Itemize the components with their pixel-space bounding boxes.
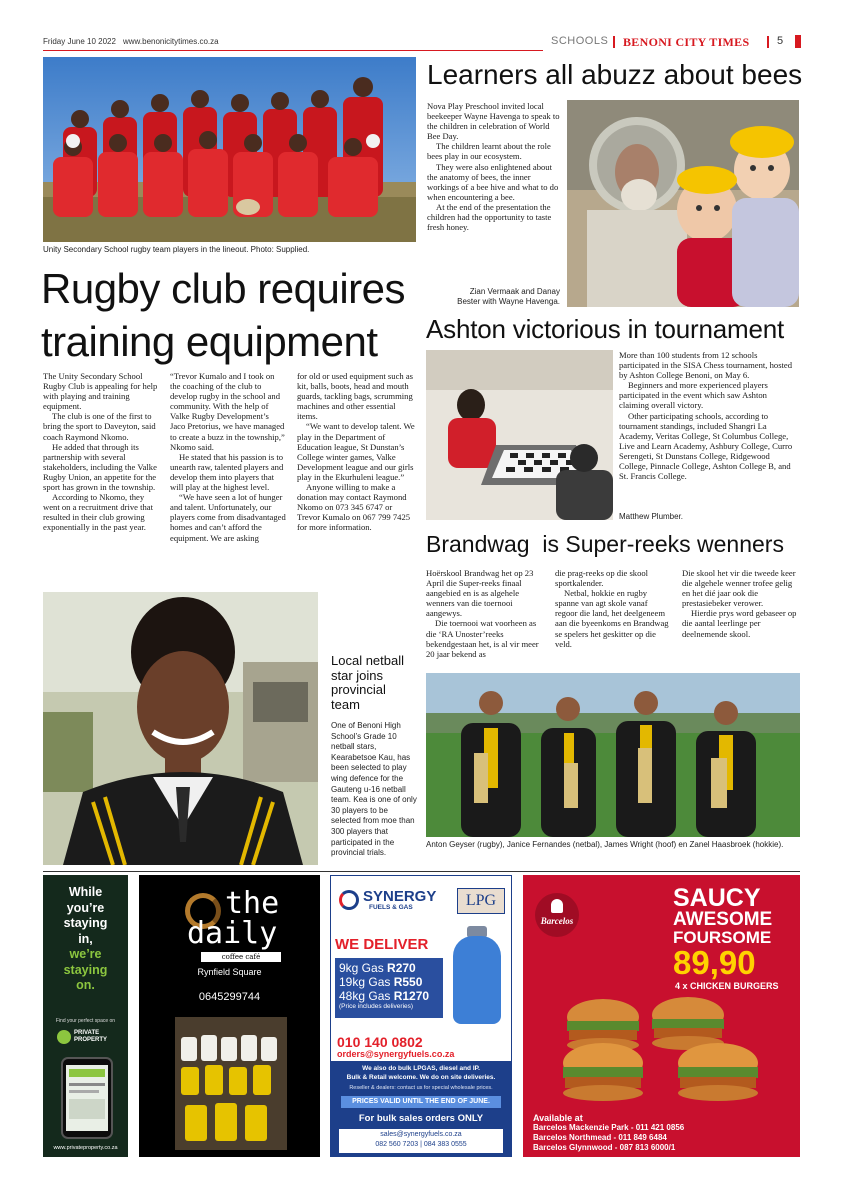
barcelos-logo [535,893,579,937]
paragraph: More than 100 students from 12 schools participated in the SISA Chess tournament, hosted by Ashton College Benoni, on May 6. [619,350,793,381]
page-header [43,35,803,51]
synergy-swoosh-icon [339,890,359,910]
bulk-line: We also do bulk LPGAS, diesel and IP. [362,1065,480,1072]
pp-brand-line: PROPERTY [74,1037,108,1043]
synergy-logo [339,886,459,916]
burgers-image [523,995,800,1105]
barcelos-price: 89,90 [673,944,756,981]
pp-logo-icon [57,1030,71,1044]
paragraph: According to Nkomo, they went on a recruitment drive that resulted in their club growing exponentially in the past year. [43,492,154,533]
sales-email[interactable]: sales@synergyfuels.co.za [380,1131,462,1138]
brandwag-photo-caption: Anton Geyser (rugby), Janice Fernandes (netbal), James Wright (hoof) en Zanel Haasbroek (hokkie). [426,840,784,849]
section-label: SCHOOLS [551,35,609,47]
page-number: 5 [777,35,784,47]
ad-slogan-line: in, [78,931,93,946]
barcelos-ad[interactable] [523,875,800,1157]
private-property-logo [57,1028,115,1046]
rugby-headline-line-1: Rugby club requires [41,265,406,312]
paragraph: “Trevor Kumalo and I took on the coaching of the club to develop rugby in the school and community. With the help of Valke Rugby Development’s Jaco Pretorius, we have managed to create a buzz in the township,” Nkomo said. [170,371,285,452]
store-line: Barcelos Mackenzie Park - 011 421 0856 [533,1123,685,1132]
netball-article: One of Benoni High School’s Grade 10 netball stars, Kearabetsoe Kau, has been selected to play wing defence for the Gauteng u-16 netball team. Kea is one of only 30 players to be selected from moe than 300 players that participated in the provincial trials. [331,721,417,858]
gas-size: 48kg Gas [339,989,391,1003]
coffee-cups-photo [175,1017,287,1150]
caption-line: Bester with Wayne Havenga. [457,297,560,306]
gas-price: R550 [393,975,423,989]
ad-slogan-line: staying [63,962,108,977]
paragraph: Hoërskool Brandwag het op 23 April die Super-reeks finaal aangebied en is as algehele wenners van die toernooi aangewys. [426,568,534,619]
netball-headline: Local netball star joins provincial team [331,653,404,712]
paragraph: The club is one of the first to bring the sport to Daveyton, said coach Raymond Nkomo. [43,411,156,442]
gas-price: R270 [387,961,416,975]
price-row [339,989,439,1003]
paragraph: Beginners and more experienced players participated in the event which saw Ashton claiming overall victory. [619,380,768,411]
paragraph: Netbal, hokkie en rugby spanne van agt skole vanaf regoor die land, het deelgeneem aan die byeenkoms en Brandwag se spelers het geskitter op die veld. [555,588,669,649]
paragraph: Other participating schools, according to tournament standings, included Shangri La Academy, Veritas College, St Columbus College, Live and Learn Academy, Ashbury College, Curro Serengeti, St Dunstans College, Ridgewood College, Pinnacle College, Ashton College B, and St. Francis College. [619,410,793,482]
paragraph: Die skool het vir die tweede keer die algehele wenner trofee gelig en het dié jaar ook die prestasiebeker verower. [682,568,796,609]
bees-article [427,101,560,232]
daily-logo-cafe: coffee café [201,952,281,962]
netball-player-photo [43,592,318,865]
caption-line: Zian Vermaak and Danay [469,287,560,296]
gas-size: 19kg Gas [339,975,391,989]
paragraph: die prag-reeks op die skool sportkalender. [555,568,649,589]
gas-size: 9kg Gas [339,961,384,975]
barcelos-slogan-1: SAUCY [673,884,761,912]
resellers-line: Reseller & dealers: contact us for special wholesale prices. [349,1085,493,1091]
paragraph: Hierdie prys word gebaseer op die aantal leerlinge per deelnemende skool. [682,608,797,639]
daily-logo-daily: daily [187,916,278,951]
rooster-icon [551,899,563,913]
barcelos-store-list [533,1123,793,1153]
store-line: Barcelos Glynnwood - 087 813 6000/1 [533,1143,676,1152]
synergy-brand: SYNERGY [363,888,437,905]
store-line: Barcelos Northmead - 011 849 6484 [533,1133,667,1142]
brandwag-article-col-3 [682,568,799,639]
sales-phone[interactable]: 082 560 7203 | 084 383 0555 [375,1141,467,1148]
ad-slogan-line: you’re [66,900,105,915]
barcelos-available: Available at [533,1113,583,1123]
paragraph: At the end of the presentation the children had the opportunity to taste fresh honey. [427,201,552,233]
paragraph: Die toernooi wat voorheen as die ‘RA Unoster’reeks bekendgestaan het, is al vir meer 20 jaar bekend as [426,618,539,659]
paragraph: The children learnt about the role bees play in our ecosystem. [427,141,551,162]
daily-phone: 0645299744 [198,991,261,1003]
paragraph: He added that through its partnership with several stakeholders, including the Valke Rugby Union, an appetite for the sport has grown in the township. [43,441,157,493]
ad-slogan-line: While [68,885,103,899]
chess-photo-credit: Matthew Plumber. [619,512,684,521]
barcelos-slogan-3: FOURSOME [673,928,772,947]
barcelos-brand: Barcelos [540,916,574,926]
rugby-article-col-1 [43,371,159,533]
bees-headline: Learners all abuzz about bees [427,59,803,90]
paragraph: He stated that his passion is to unearth raw, talented players and develop them into players that will play at the highest level. [170,451,284,493]
barcelos-slogan-2: AWESOME [673,909,773,930]
chess-article [619,350,799,481]
rugby-photo-caption: Unity Secondary School rugby team players in the lineout. Photo: Supplied. [43,245,310,254]
rugby-article-col-3 [297,371,415,533]
daily-location: Rynfield Square [197,967,262,977]
brandwag-article-col-2 [555,568,670,649]
price-row [339,961,439,975]
sales-contact-box [339,1129,503,1153]
price-row [339,975,439,989]
rugby-team-photo [43,57,416,242]
barcelos-sub: 4 x CHICKEN BURGERS [675,981,779,991]
we-deliver-banner: WE DELIVER [335,936,429,953]
price-note: (Price includes deliveries) [339,1003,414,1010]
ad-slogan-line: staying [63,916,108,930]
synergy-bulk-box [331,1061,511,1157]
brandwag-headline: Brandwag is Super-reeks wenners [426,531,784,557]
ad-slogan-line: we’re [69,947,102,961]
chess-headline: Ashton victorious in tournament [426,314,784,344]
valid-banner: PRICES VALID UNTIL THE END OF JUNE. [341,1096,501,1108]
private-property-ad[interactable] [43,875,128,1157]
ad-url[interactable]: www.privateproperty.co.za [53,1145,118,1151]
gas-cylinder-icon [449,926,505,1026]
paragraph: for old or used equipment such as kit, balls, boots, head and mouth guards, tackling bags, scrumming machines and other essential items. [297,371,413,422]
lpg-badge: LPG [457,888,505,914]
pp-brand-line: PRIVATE [74,1030,100,1036]
synergy-phone[interactable]: 010 140 0802 [337,1034,423,1050]
masthead-name: BENONI CITY TIMES [623,35,750,49]
bees-photo [567,100,799,307]
website-link[interactable]: www.benonicitytimes.co.za [123,37,219,46]
paragraph: Nova Play Preschool invited local beekeeper Wayne Havenga to speak to the children in celebration of World Bee Day. [427,101,560,142]
ad-find-text: Find your perfect space on [55,1018,116,1024]
daily-logo-the: the [225,886,280,921]
brandwag-trophy-photo [426,673,800,837]
paragraph: “We have seen a lot of hunger and talent. Unfortunately, our players come from disadvantaged homes and can’t afford the equipment. We are asking [170,492,286,543]
synergy-email[interactable]: orders@synergyfuels.co.za [337,1049,455,1059]
chess-photo [426,350,613,520]
bulk-only-line: For bulk sales orders ONLY [358,1113,484,1124]
issue-date: Friday June 10 2022 [43,37,116,46]
paragraph: They were also enlightened about the anatomy of bees, the inner workings of a bee hive and what to do when encountering a bee. [427,161,559,202]
gas-price: R1270 [393,989,430,1003]
bees-photo-caption [427,287,560,307]
paragraph: “We want to develop talent. We play in the Department of Education league, St Dunstan’s College winter games, Valke Development league and our girls play in the Ekurhuleni league.” [297,421,415,482]
synergy-sub: FUELS & GAS [369,904,413,911]
ad-slogan-line: on. [76,978,95,992]
phone-mockup [61,1057,113,1139]
paragraph: The Unity Secondary School Rugby Club is appealing for help with playing and training equipment. [43,371,158,412]
gas-price-list [335,958,443,1018]
the-daily-cafe-ad[interactable] [139,875,320,1157]
paragraph: Anyone willing to make a donation may contact Raymond Nkomo on 073 345 6747 or Trevor Kumalo on 067 799 7425 for more information. [297,482,411,533]
brandwag-article-col-1 [426,568,541,659]
synergy-fuels-ad[interactable] [330,875,512,1157]
bulk-line: Bulk & Retail welcome. We do on site deliveries. [346,1074,496,1081]
rugby-headline-line-2: training equipment [41,318,378,365]
rugby-article-col-2 [170,371,286,543]
